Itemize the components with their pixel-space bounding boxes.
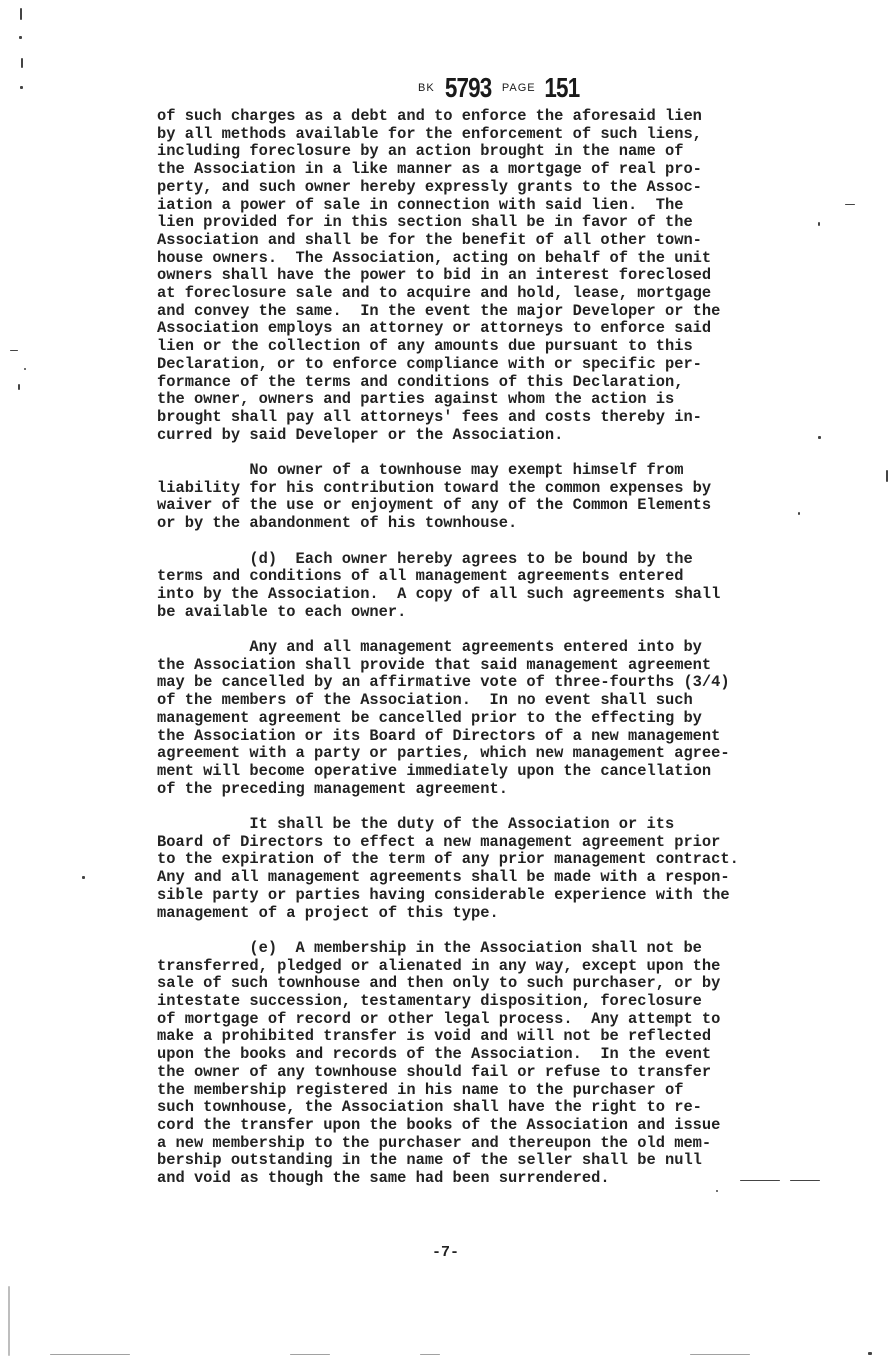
scan-speck xyxy=(20,86,23,89)
document-body xyxy=(157,108,817,1206)
scan-speck xyxy=(886,470,888,482)
book-number: 5793 xyxy=(444,72,492,103)
scan-speck xyxy=(21,58,23,68)
scan-speck xyxy=(716,1190,718,1192)
scan-speck xyxy=(868,1352,872,1355)
scan-speck xyxy=(818,222,820,226)
scan-speck xyxy=(740,1180,780,1181)
scan-speck xyxy=(690,1354,750,1355)
paragraph-e-membership-transfer: (e) A membership in the Association shall not be transferred, pledged or alienated in any way, except upon the sale of such townhouse and then only to such purchaser, or by intestate succession, testamentary disposition, foreclosure of mortgage of record or other legal process. Any attempt to make a prohibited transfer is void and will not be reflected upon the books and records of the Association. In the event the owner of any townhouse should fail or refuse to transfer the membership registered in his name to the purchaser of such townhouse, the Association shall have the right to re- cord the transfer upon the books of the Association and issue a new membership to the purchaser and thereupon the old mem- bership outstanding in the name of the seller shall be null and void as though the same had been surrendered. xyxy=(157,938,721,1188)
scan-speck xyxy=(818,436,821,439)
recording-stamp xyxy=(418,72,584,104)
scan-speck xyxy=(20,8,22,20)
scan-speck xyxy=(82,876,85,879)
paragraph-lien-enforcement: of such charges as a debt and to enforce the aforesaid lien by all methods available for the enforcement of such liens, including foreclosure by an action brought in the name of the Association in a like manner as a mortgage of real pro- perty, and such owner hereby expressly grants to the Assoc- iation a power of sale in connection with said lien. The lien provided for in this section shall be in favor of the Association and shall be for the benefit of all other town- house owners. The Association, acting on behalf of the unit owners shall have the power to bid in an interest foreclosed at foreclosure sale and to acquire and hold, lease, mortgage and convey the same. In the event the major Developer or the Association employs an attorney or attorneys to enforce said lien or the collection of any amounts due pursuant to this Declaration, or to enforce compliance with or specific per- formance of the terms and conditions of this Declaration, the owner, owners and parties against whom the action is brought shall pay all attorneys' fees and costs thereby in- curred by said Developer or the Association. xyxy=(157,107,721,444)
book-label: BK xyxy=(418,82,435,94)
paragraph-duty-new-agreement: It shall be the duty of the Association or its Board of Directors to effect a new management agreement prior to the expiration of the term of any prior management contract. Any and all management agreements shall be made with a respon- sible party or parties having considerable experience with the management of a project of this type. xyxy=(157,815,739,922)
scan-speck xyxy=(290,1354,330,1355)
paragraph-no-exemption: No owner of a townhouse may exempt himself from liability for his contribution toward the common expenses by waiver of the use or enjoyment of any of the Common Elements or by the abandonment of his townhouse. xyxy=(157,461,712,533)
recorded-page-number: 151 xyxy=(544,72,580,103)
scan-speck xyxy=(8,1286,10,1356)
scan-speck xyxy=(24,368,26,370)
page-footer-number: -7- xyxy=(432,1244,460,1261)
page-label: PAGE xyxy=(501,82,536,94)
scan-speck xyxy=(10,350,18,351)
scan-speck xyxy=(420,1354,440,1355)
scan-speck xyxy=(50,1354,130,1355)
scan-speck xyxy=(790,1180,820,1181)
scan-speck xyxy=(845,204,855,205)
scan-speck xyxy=(798,512,800,515)
scan-speck xyxy=(19,36,22,39)
paragraph-d-management-agreements: (d) Each owner hereby agrees to be bound by the terms and conditions of all management agreements entered into by the Association. A copy of all such agreements shall be available to each owner. xyxy=(157,549,721,621)
paragraph-cancellation: Any and all management agreements entered into by the Association shall provide that said management agreement may be cancelled by an affirmative vote of three-fourths (3/4) of the members of the Association. In no event shall such management agreement be cancelled prior to the effecting by the Association or its Board of Directors of a new management agreement with a party or parties, which new management agree- ment will become operative immediately upon the cancellation of the preceding management agreement. xyxy=(157,638,730,798)
scan-speck xyxy=(18,384,20,390)
